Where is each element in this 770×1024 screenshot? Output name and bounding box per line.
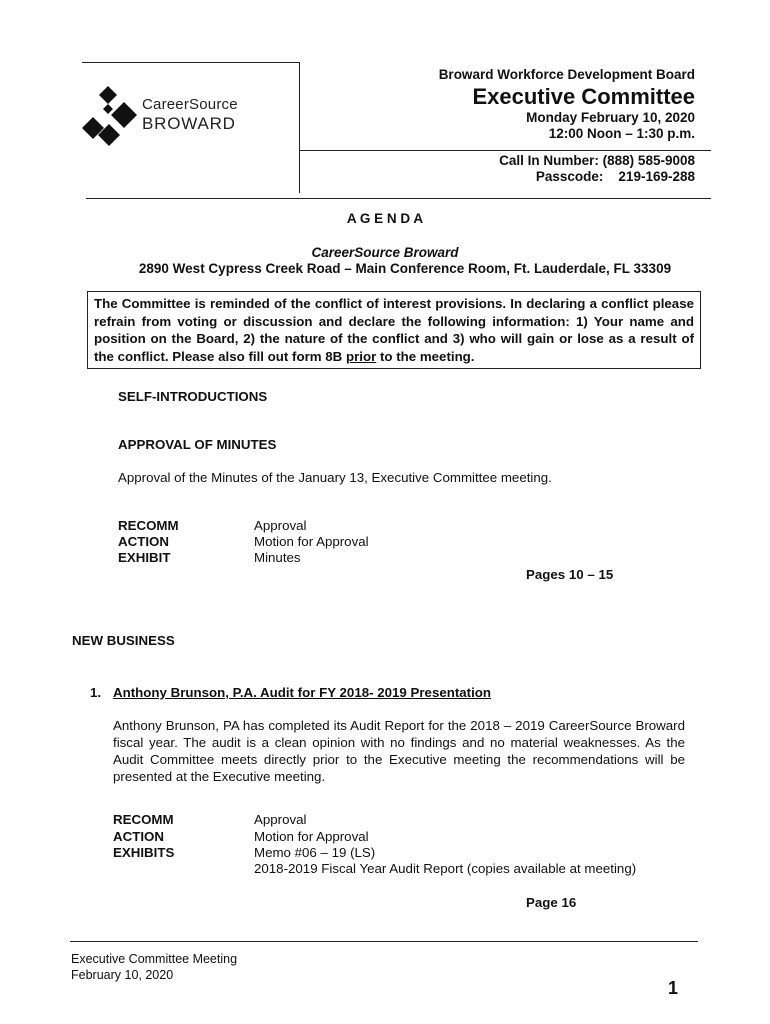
approval-value-exhibit: Minutes [254,550,301,565]
item1-page: Page 16 [526,895,577,910]
diamond-cluster-icon [80,84,140,148]
passcode: Passcode: 219-169-288 [535,169,695,184]
item1-value-report: 2018-2019 Fiscal Year Audit Report (copies available at meeting) [254,861,637,876]
page-number: 1 [668,978,679,998]
header-divider [299,62,300,193]
approval-label-recomm: RECOMM [118,518,179,533]
footer-date: February 10, 2020 [71,968,174,982]
approval-value-action: Motion for Approval [254,534,369,549]
notice-underlined: prior [345,348,377,364]
approval-label-exhibit: EXHIBIT [118,550,171,565]
item1-label-exhibits: EXHIBITS [113,845,175,860]
approval-label-action: ACTION [118,534,169,549]
meeting-date: Monday February 10, 2020 [526,110,695,125]
notice-text: The Committee is reminded of the conflict of interest provisions. In declaring a conflict please refrain from voting or discussion and declare the following information: 1) Your name and position on the Board, 2) the nature of the conflict and 3) who will gain or lose as a result of the conflict. Please also fill out form 8B [94,296,694,364]
conflict-notice [87,291,701,369]
item1-value-memo: Memo #06 – 19 (LS) [254,845,376,860]
logo-line2: BROWARD [142,114,236,133]
header-top-rule [82,62,300,63]
approval-value-recomm: Approval [254,518,307,533]
agenda-title: A G E N D A [346,211,424,226]
item1-value-action: Motion for Approval [254,829,369,844]
item1-text: Anthony Brunson, PA has completed its Audit Report for the 2018 – 2019 CareerSource Broward fiscal year. The audit is a clean opinion with no findings and no material weaknesses. As the Audit Committee meets directly prior to the Executive meeting the recommendations will be presented at the Executive meeting. [113,718,685,784]
header-mid-rule [299,150,711,151]
header-bottom-rule [86,198,711,199]
careersource-logo [80,84,250,148]
approval-pages: Pages 10 – 15 [526,567,614,582]
item1-label-action: ACTION [113,829,164,844]
item1-title: Anthony Brunson, P.A. Audit for FY 2018- 2019 Presentation [113,685,492,700]
footer-rule [70,941,698,942]
footer-meeting: Executive Committee Meeting [71,952,238,966]
logo-line1: CareerSource [142,96,238,113]
item1-number: 1. [90,685,102,700]
self-introductions-heading: SELF-INTRODUCTIONS [118,389,268,404]
meeting-time: 12:00 Noon – 1:30 p.m. [548,126,695,141]
call-in-number: Call In Number: (888) 585-9008 [499,153,695,168]
item1-label-recomm: RECOMM [113,812,174,827]
location-address: 2890 West Cypress Creek Road – Main Conference Room, Ft. Lauderdale, FL 33309 [138,261,672,276]
org-name: Broward Workforce Development Board [438,67,695,82]
location-name: CareerSource Broward [311,245,459,260]
notice-text-end: to the meeting. [376,348,475,364]
approval-text: Approval of the Minutes of the January 13, Executive Committee meeting. [118,470,552,485]
item1-value-recomm: Approval [254,812,307,827]
committee-title: Executive Committee [472,84,695,109]
approval-heading: APPROVAL OF MINUTES [118,437,277,452]
new-business-heading: NEW BUSINESS [72,633,175,648]
